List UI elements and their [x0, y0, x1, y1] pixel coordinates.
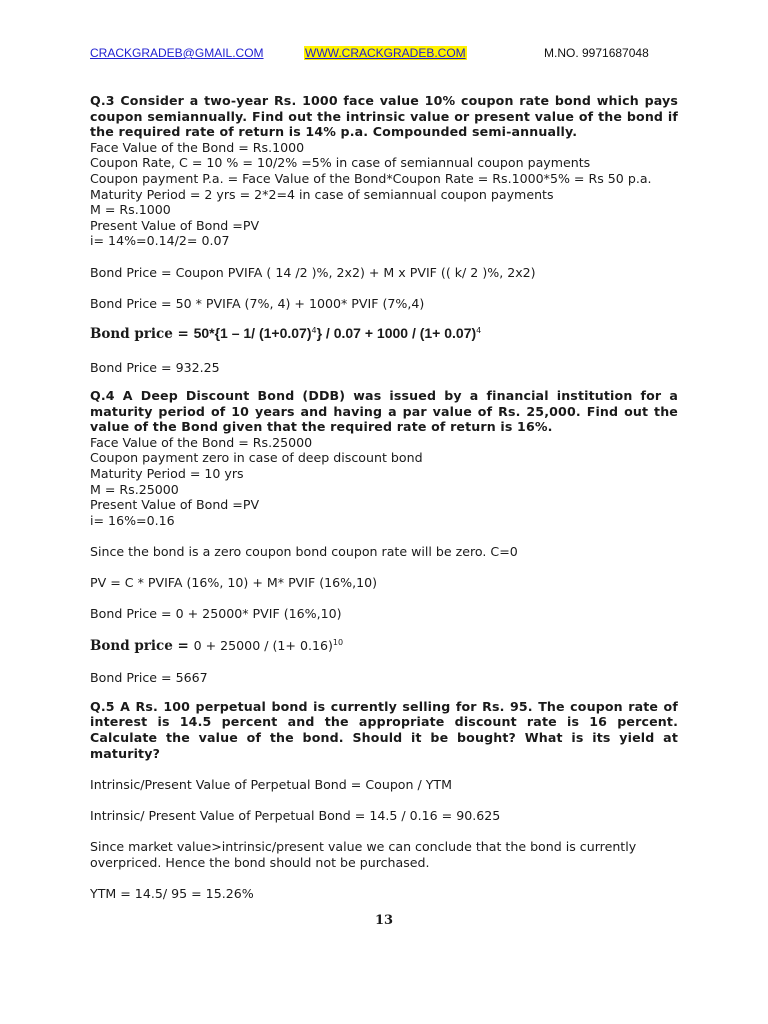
q3-calc-part-b: } / 0.07 + 1000 / (1+ 0.07): [316, 324, 477, 341]
q4-result: Bond Price = 5667: [90, 670, 208, 686]
q3-calc-part-a: 50*{1 – 1/ (1+0.07): [193, 324, 312, 341]
question-5: Q.5 A Rs. 100 perpetual bond is currently selling for Rs. 95. The coupon rate of interest is 14.5 percent and the appropriate discount rate is 16 percent. Calculate the value of the bond. Should it be bought? What is its yield at maturity?: [90, 698, 678, 761]
page-header: [90, 46, 690, 66]
q4-bond-price-calculation: [90, 638, 678, 655]
q4-zero-coupon-note: Since the bond is a zero coupon bond coupon rate will be zero. C=0: [90, 544, 518, 560]
q3-face-value: Face Value of the Bond = Rs.1000: [90, 139, 305, 155]
q4-calc-exponent: 10: [332, 637, 344, 647]
question-4: Q.4 A Deep Discount Bond (DDB) was issued by a financial institution for a maturity period of 10 years and having a par value of Rs. 25,000. Find out the value of the Bond given that the required rate of return is 16%.: [90, 388, 678, 435]
header-mobile-number: M.NO. 9971687048: [544, 46, 649, 60]
q4-calc-part-a: 0 + 25000 / (1+ 0.16): [193, 637, 333, 653]
header-website-link[interactable]: WWW.CRACKGRADEB.COM: [305, 46, 466, 60]
q3-bond-price-formula: Bond Price = Coupon PVIFA ( 14 /2 )%, 2x2) + M x PVIF (( k/ 2 )%, 2x2): [90, 264, 536, 280]
q3-calc-exponent-2: 4: [476, 325, 482, 335]
bond-price-label: Bond price =: [90, 325, 194, 342]
q5-conclusion-line-2: overpriced. Hence the bond should not be purchased.: [90, 854, 430, 870]
q5-formula: Intrinsic/Present Value of Perpetual Bond = Coupon / YTM: [90, 776, 452, 792]
question-3: Q.3 Consider a two-year Rs. 1000 face value 10% coupon rate bond which pays coupon semiannually. Find out the intrinsic value or present value of the bond if the required rate of return is 14% p.a. Compounded semi-annually.: [90, 93, 678, 140]
q5-calculation: Intrinsic/ Present Value of Perpetual Bond = 14.5 / 0.16 = 90.625: [90, 807, 501, 823]
q4-coupon-payment: Coupon payment zero in case of deep discount bond: [90, 450, 423, 466]
q4-face-value: Face Value of the Bond = Rs.25000: [90, 434, 313, 450]
q3-bond-price-values: Bond Price = 50 * PVIFA (7%, 4) + 1000* PVIF (7%,4): [90, 295, 425, 311]
page-number: 13: [374, 913, 394, 928]
header-email-link[interactable]: CRACKGRADEB@GMAIL.COM: [90, 46, 264, 60]
q4-maturity-value: M = Rs.25000: [90, 481, 179, 497]
q3-maturity-period: Maturity Period = 2 yrs = 2*2=4 in case of semiannual coupon payments: [90, 186, 554, 202]
q4-interest-rate: i= 16%=0.16: [90, 512, 175, 528]
q4-bond-price-values: Bond Price = 0 + 25000* PVIF (16%,10): [90, 606, 342, 622]
q3-maturity-value: M = Rs.1000: [90, 202, 171, 218]
q3-coupon-payment: Coupon payment P.a. = Face Value of the Bond*Coupon Rate = Rs.1000*5% = Rs 50 p.a.: [90, 170, 652, 186]
bond-price-label: Bond price =: [90, 637, 194, 654]
q4-pv-formula: PV = C * PVIFA (16%, 10) + M* PVIF (16%,10): [90, 575, 378, 591]
q3-coupon-rate: Coupon Rate, C = 10 % = 10/2% =5% in case of semiannual coupon payments: [90, 155, 591, 171]
q4-present-value: Present Value of Bond =PV: [90, 497, 260, 513]
page-content: [90, 93, 678, 902]
q3-present-value: Present Value of Bond =PV: [90, 217, 260, 233]
q3-interest-rate: i= 14%=0.14/2= 0.07: [90, 233, 230, 249]
q3-calc-exponent-1: 4: [311, 325, 317, 335]
q5-ytm: YTM = 14.5/ 95 = 15.26%: [90, 885, 254, 901]
q5-conclusion-line-1: Since market value>intrinsic/present value we can conclude that the bond is currently: [90, 839, 637, 855]
q3-result: Bond Price = 932.25: [90, 359, 220, 375]
q3-bond-price-calculation: [90, 326, 678, 343]
q4-maturity-period: Maturity Period = 10 yrs: [90, 466, 244, 482]
